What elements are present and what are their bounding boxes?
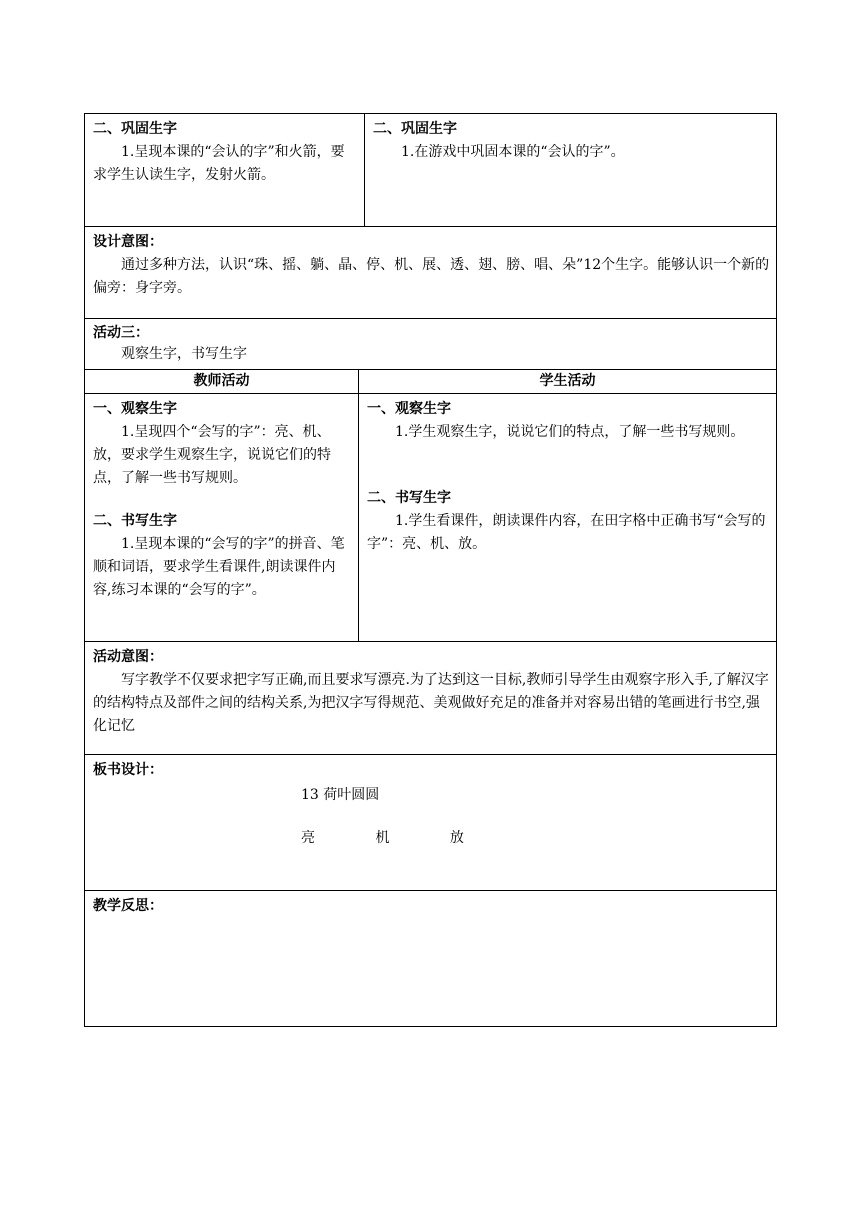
board-title: 13 荷叶圆圆 xyxy=(301,787,380,803)
observe-teacher-text: 1.呈现四个“会写的字”：亮、机、放，要求学生观察生字，说说它们的特点，了解一些书写规则。 xyxy=(93,424,331,486)
consolidate-student-text: 1.在游戏中巩固本课的“会认的字”。 xyxy=(401,144,625,160)
design-intent-heading: 设计意图： xyxy=(93,234,163,250)
column-header-row xyxy=(85,370,777,394)
observe-student-heading: 一、观察生字 xyxy=(367,401,451,417)
board-row xyxy=(85,755,777,891)
observe-write-teacher-cell xyxy=(85,394,359,642)
design-intent-text: 通过多种方法，认识“珠、摇、躺、晶、停、机、展、透、翅、膀、唱、朵”12个生字。能够认识一个新的偏旁：身字旁。 xyxy=(93,257,770,296)
design-intent-cell xyxy=(85,227,777,319)
board-heading: 板书设计： xyxy=(93,762,163,778)
board-char: 亮 xyxy=(301,830,315,846)
consolidate-row xyxy=(85,114,777,227)
activity3-row xyxy=(85,319,777,370)
board-cell xyxy=(85,755,777,891)
activity-intent-cell xyxy=(85,642,777,755)
consolidate-teacher-text: 1.呈现本课的“会认的字”和火箭，要求学生认读生字，发射火箭。 xyxy=(93,144,345,183)
activity-intent-heading: 活动意图： xyxy=(93,649,163,665)
observe-write-student-cell xyxy=(359,394,777,642)
write-teacher-heading: 二、书写生字 xyxy=(93,513,177,529)
write-student-text: 1.学生看课件，朗读课件内容，在田字格中正确书写“会写的字”：亮、机、放。 xyxy=(367,513,766,552)
observe-student-text: 1.学生观察生字，说说它们的特点，了解一些书写规则。 xyxy=(395,424,745,440)
activity3-text: 观察生字，书写生字 xyxy=(121,346,247,362)
consolidate-student-heading: 二、巩固生字 xyxy=(373,121,458,137)
lesson-plan-table xyxy=(84,113,777,1027)
reflection-cell xyxy=(85,891,777,1027)
activity3-heading: 活动三： xyxy=(93,325,149,341)
lesson-plan-page xyxy=(84,113,776,1027)
activity-intent-row xyxy=(85,642,777,755)
board-char: 机 xyxy=(375,830,390,846)
board-char: 放 xyxy=(449,830,464,846)
column-header-teacher: 教师活动 xyxy=(85,370,359,394)
column-header-student: 学生活动 xyxy=(359,370,777,394)
design-intent-row xyxy=(85,227,777,319)
consolidate-student-cell xyxy=(365,114,777,227)
board-chars xyxy=(301,827,770,850)
reflection-heading: 教学反思： xyxy=(93,898,163,914)
consolidate-teacher-cell xyxy=(85,114,365,227)
write-teacher-text: 1.呈现本课的“会写的字”的拼音、笔顺和词语，要求学生看课件,朗读课件内容,练习本课的“会写的字”。 xyxy=(93,536,345,598)
observe-teacher-heading: 一、观察生字 xyxy=(93,401,177,417)
consolidate-teacher-heading: 二、巩固生字 xyxy=(93,121,177,137)
activity3-cell xyxy=(85,319,777,370)
reflection-row xyxy=(85,891,777,1027)
observe-write-row xyxy=(85,394,777,642)
write-student-heading: 二、书写生字 xyxy=(367,490,451,506)
activity-intent-text: 写字教学不仅要求把字写正确,而且要求写漂亮.为了达到这一目标,教师引导学生由观察字形入手,了解汉字的结构特点及部件之间的结构关系,为把汉字写得规范、美观做好充足的准备并对容易出错的笔画进行书空,强化记忆 xyxy=(93,672,769,734)
